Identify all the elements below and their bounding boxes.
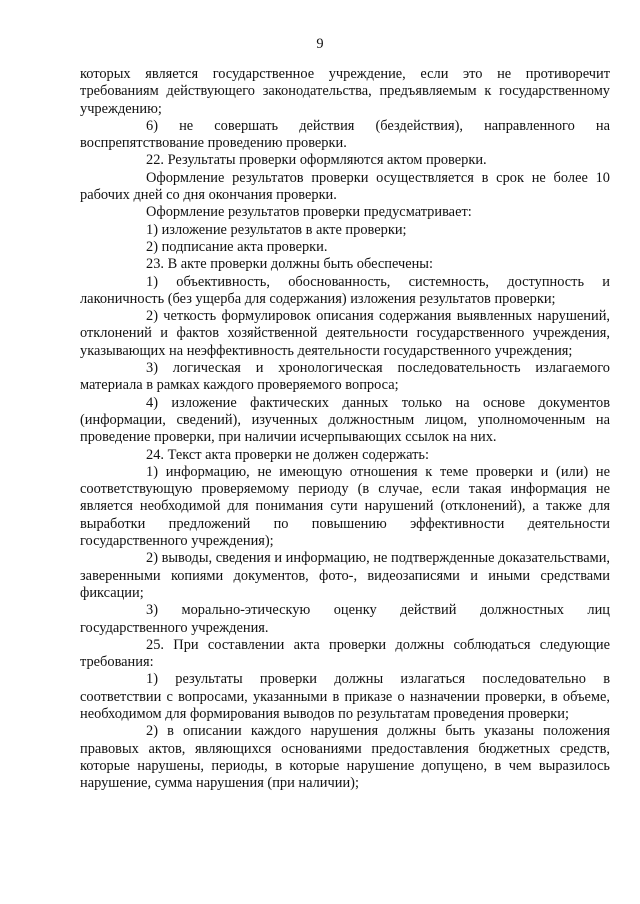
paragraph: Оформление результатов проверки предусматривает: (146, 204, 472, 221)
paragraph: 23. В акте проверки должны быть обеспечены: (146, 256, 433, 273)
paragraph: 22. Результаты проверки оформляются актом проверки. (146, 152, 487, 169)
page-number: 9 (316, 36, 324, 52)
paragraph: 6) не совершать действия (бездействия), направленного на воспрепятствование проведению проверки. (80, 117, 610, 152)
paragraph: 1) объективность, обоснованность, системность, доступность и лаконичность (без ущерба для содержания) изложения результатов проверки; (80, 273, 610, 307)
paragraph: 24. Текст акта проверки не должен содержать: (146, 446, 429, 463)
paragraph: Оформление результатов проверки осуществляется в срок не более 10 рабочих дней со дня окончания проверки. (80, 169, 610, 204)
paragraph: 4) изложение фактических данных только на основе документов (информации, сведений), изученных должностным лицом, уполномоченным на проведение проверки, при наличии исчерпывающих ссылок на них. (80, 394, 610, 446)
paragraph: 25. При составлении акта проверки должны соблюдаться следующие требования: (80, 636, 610, 671)
paragraph: 1) результаты проверки должны излагаться последовательно в соответствии с вопросами, указанными в приказе о назначении проверки, в объеме, необходимом для формирования выводов по результатам проведения проверки; (80, 671, 610, 722)
paragraph: 1) информацию, не имеющую отношения к теме проверки и (или) не соответствующую проверяемому периоду (в случае, если такая информация не является необходимой для понимания сути нарушений (отклонений), а также для выработки предложений по повышению эффективности деятельности государственного учреждения); (80, 463, 610, 550)
paragraph: 3) морально-этическую оценку действий должностных лиц государственного учреждения. (80, 602, 610, 636)
paragraph: 2) в описании каждого нарушения должны быть указаны положения правовых актов, являющихся основаниями предоставления бюджетных средств, которые нарушены, периоды, в которые нарушение допущено, в чем выразилось нарушение, сумма нарушения (при наличии); (80, 723, 610, 792)
paragraph: 2) выводы, сведения и информацию, не подтвержденные доказательствами, заверенными копиями документов, фото-, видеозаписями и иными средствами фиксации; (80, 550, 610, 601)
paragraph: 1) изложение результатов в акте проверки; (146, 221, 407, 238)
paragraph: 3) логическая и хронологическая последовательность излагаемого материала в рамках каждого проверяемого вопроса; (80, 360, 610, 394)
paragraph: 2) четкость формулировок описания содержания выявленных нарушений, отклонений и фактов хозяйственной деятельности государственного учреждения, указывающих на неэффективность деятельности государственного учреждения; (80, 308, 610, 359)
paragraph: которых является государственное учреждение, если это не противоречит требованиям действующего законодательства, предъявляемым к государственному учреждению; (80, 66, 610, 117)
paragraph: 2) подписание акта проверки. (146, 238, 328, 255)
document-body (80, 66, 610, 792)
